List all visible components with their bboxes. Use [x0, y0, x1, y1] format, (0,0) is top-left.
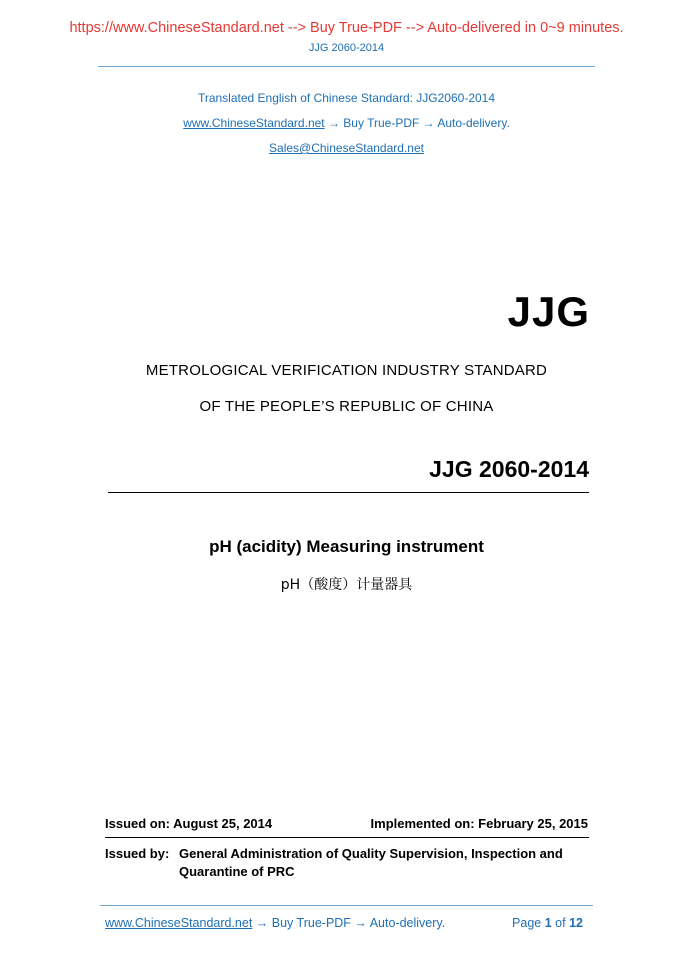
standard-category-line-1: METROLOGICAL VERIFICATION INDUSTRY STANDARD [145, 362, 548, 379]
jjg-logo-text: JJG [507, 288, 590, 335]
delivery-text: → Buy True-PDF → Auto-delivery. [324, 116, 510, 130]
footer-delivery-line [105, 916, 445, 930]
footer-delivery-text: → Buy True-PDF → Auto-delivery. [252, 916, 446, 930]
issued-date: Issued on: August 25, 2014 [105, 816, 273, 831]
standard-category-line-2: OF THE PEOPLE’S REPUBLIC OF CHINA [199, 398, 494, 415]
code-underline-rule [108, 492, 589, 493]
running-header-code: JJG 2060-2014 [308, 42, 385, 54]
page-current: 1 [544, 916, 552, 930]
translation-note-line: Translated English of Chinese Standard: JJG2060-2014 [197, 91, 496, 105]
page-of: of [555, 916, 566, 930]
issued-by-label: Issued by: [105, 846, 170, 861]
top-banner[interactable]: https://www.ChineseStandard.net --> Buy True-PDF --> Auto-delivered in 0~9 minutes. [69, 20, 624, 36]
dates-rule [105, 837, 589, 838]
header-rule [98, 66, 595, 67]
standard-code: JJG 2060-2014 [429, 456, 589, 482]
footer-rule [100, 905, 593, 906]
page-total: 12 [569, 916, 583, 930]
sales-email-link[interactable]: Sales@ChineseStandard.net [269, 141, 424, 155]
page-indicator [512, 916, 583, 930]
footer-site-link[interactable]: www.ChineseStandard.net [105, 916, 253, 930]
implemented-date: Implemented on: February 25, 2015 [370, 816, 588, 831]
site-link[interactable]: www.ChineseStandard.net [183, 116, 325, 130]
translation-delivery-line [0, 116, 693, 130]
issued-by-block [105, 845, 595, 881]
document-title-en: pH (acidity) Measuring instrument [209, 537, 484, 556]
issued-by-authority: General Administration of Quality Supervision, Inspection and Quarantine of PRC [179, 846, 563, 879]
page-label: Page [512, 916, 542, 930]
email-line [0, 141, 693, 155]
document-title-zh: pH（酸度）计量器具 [280, 577, 413, 593]
